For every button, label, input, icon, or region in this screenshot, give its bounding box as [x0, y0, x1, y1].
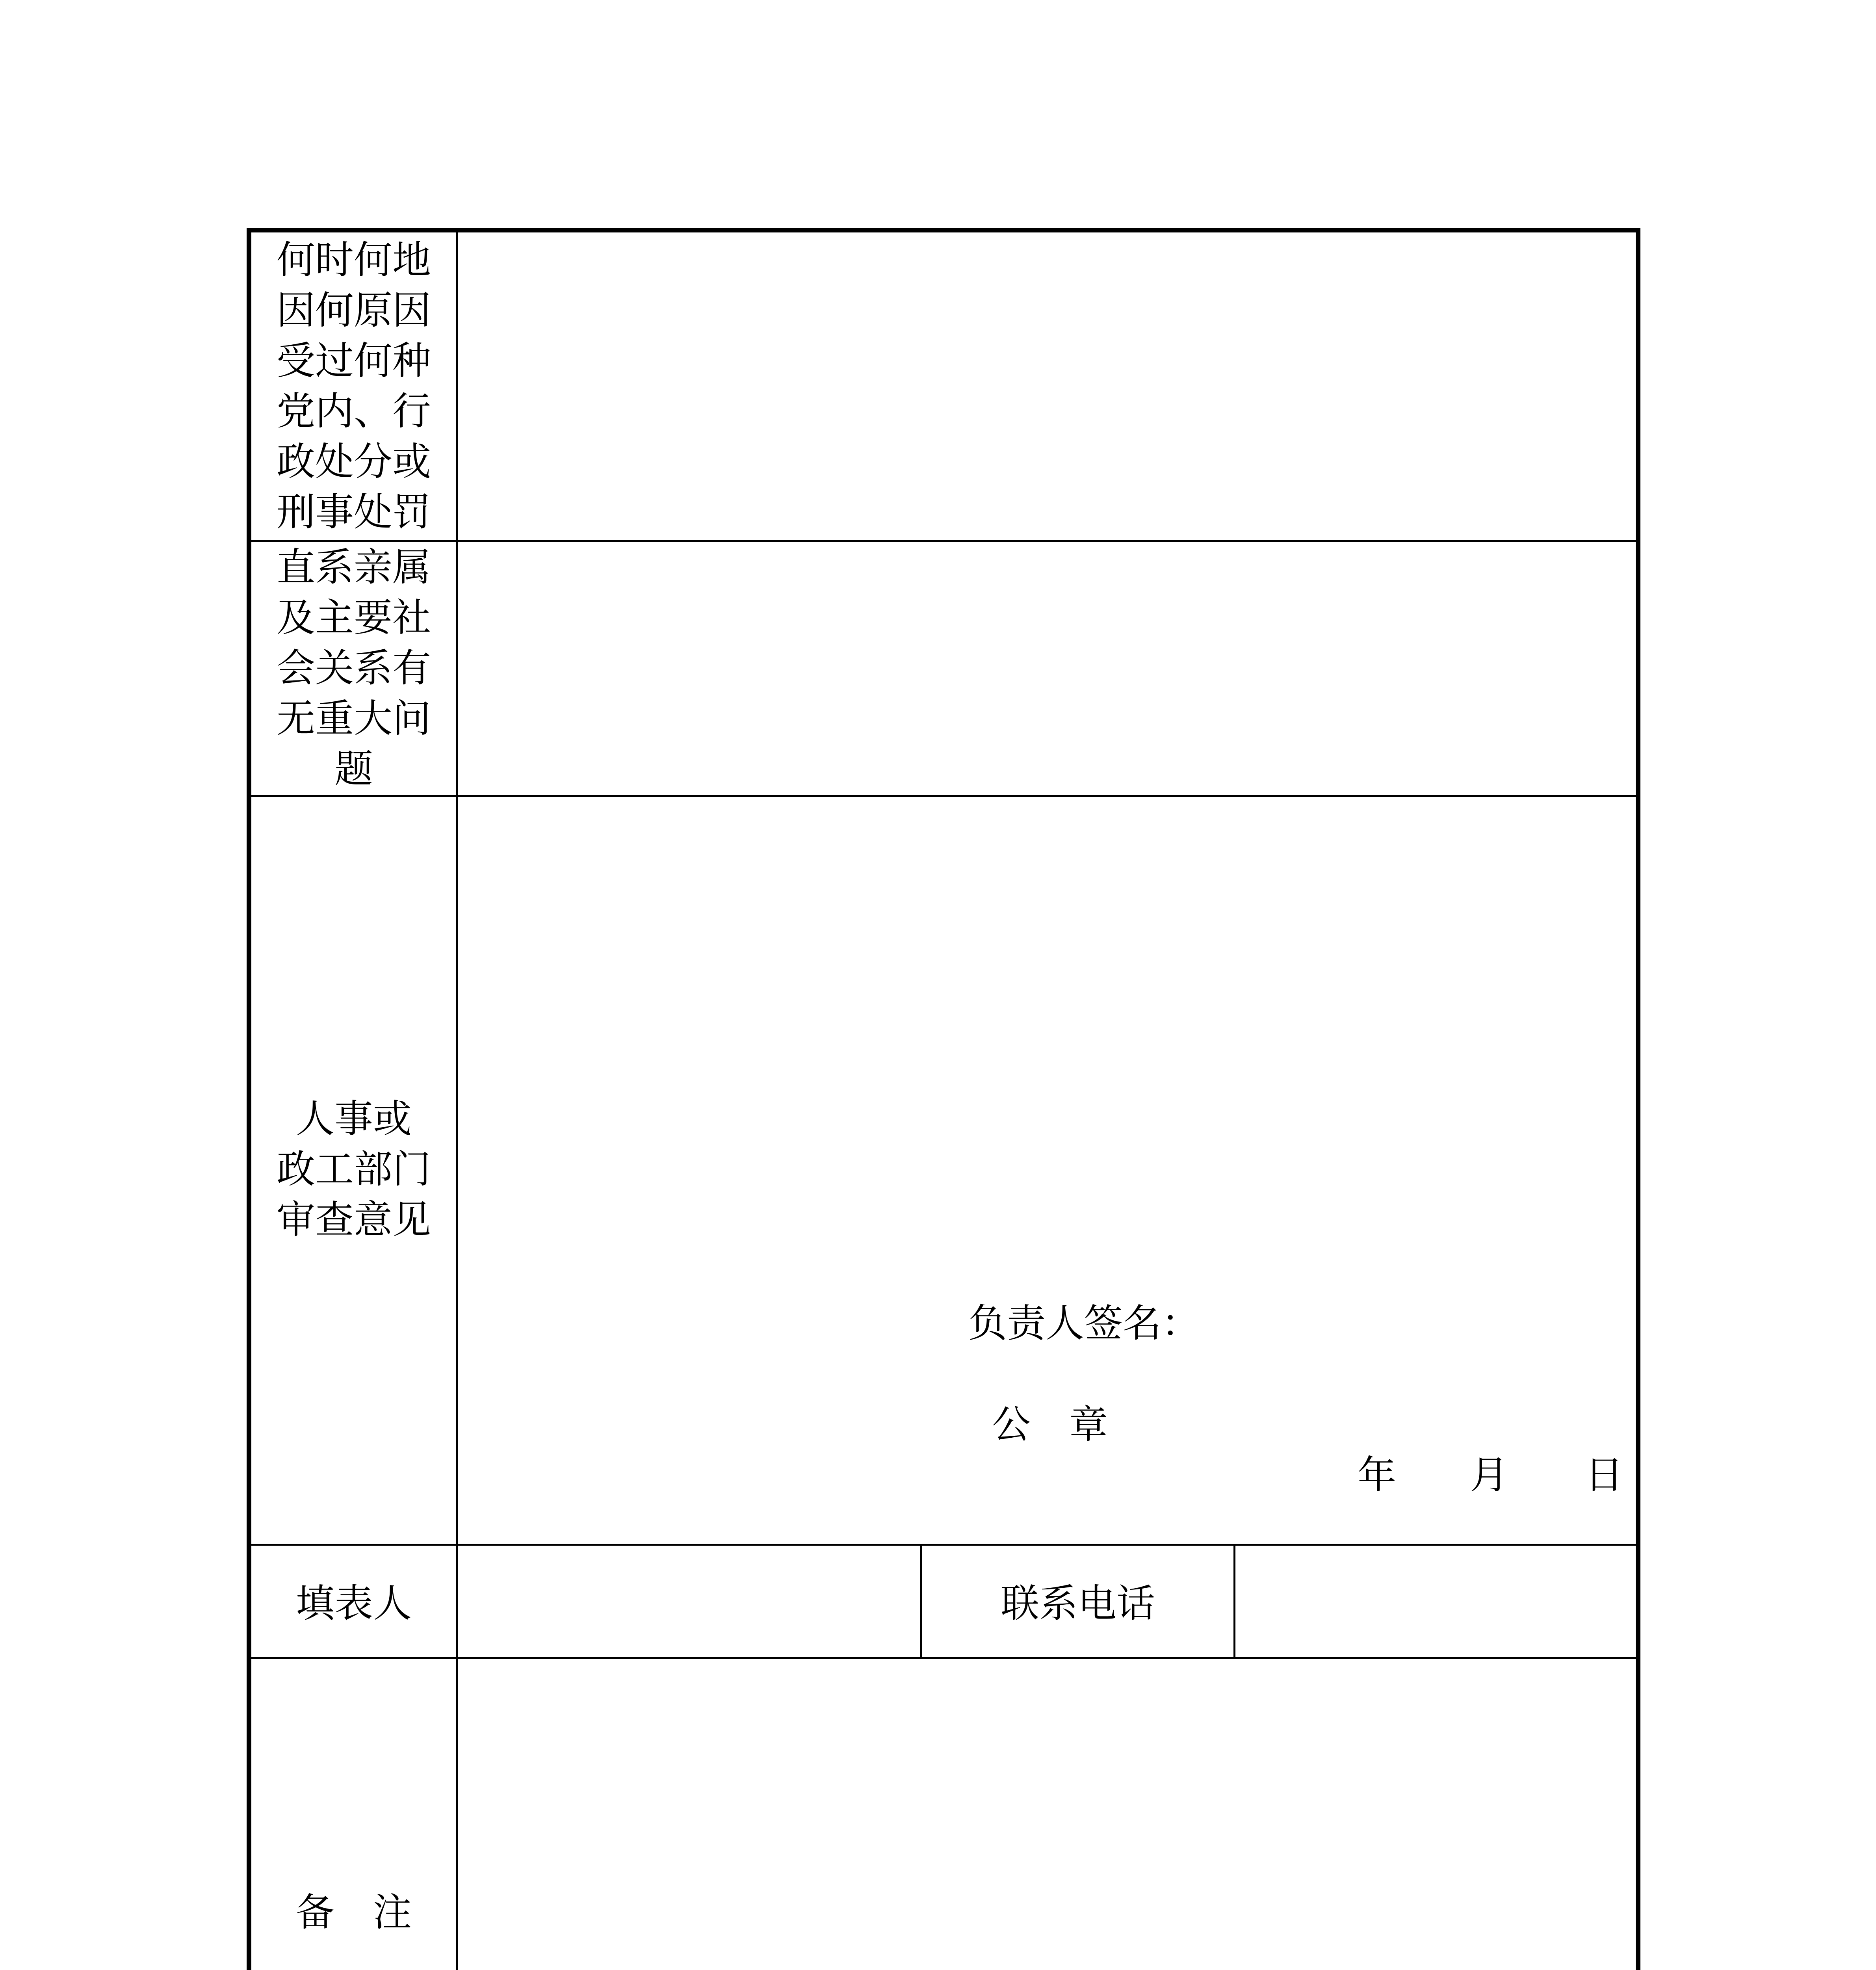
relatives-field[interactable]	[472, 548, 1614, 784]
label-column-divider	[456, 232, 458, 1970]
filler-field[interactable]	[458, 1546, 919, 1656]
relatives-label-line: 直系亲属	[276, 545, 431, 590]
punishment-label-line: 何时何地	[276, 238, 431, 282]
date-day-label: 日	[1585, 1453, 1624, 1498]
review-label-line: 政工部门	[276, 1147, 431, 1192]
punishment-field[interactable]	[472, 240, 1614, 532]
seal-label: 公 章	[992, 1402, 1108, 1447]
date-year-label: 年	[1358, 1453, 1397, 1498]
punishment-label-line: 因何原因	[276, 288, 431, 333]
remarks-label: 备 注	[295, 1890, 412, 1935]
punishment-label-line: 政处分或	[276, 439, 431, 484]
review-label	[251, 795, 456, 1544]
relatives-label-line: 会关系有	[276, 646, 431, 691]
relatives-label-line: 无重大问	[276, 696, 431, 741]
filler-label: 填表人	[295, 1581, 412, 1626]
punishment-label	[251, 232, 456, 540]
signature-label: 负责人签名：	[968, 1301, 1200, 1346]
review-label-line: 审查意见	[276, 1197, 431, 1242]
phone-field[interactable]	[1235, 1546, 1633, 1656]
review-label-line: 人事或	[295, 1097, 412, 1141]
row-divider	[251, 795, 1636, 797]
punishment-label-line: 受过何种	[276, 338, 431, 383]
phone-label: 联系电话	[1000, 1581, 1155, 1626]
relatives-label	[251, 540, 456, 795]
relatives-label-line: 及主要社	[276, 595, 431, 640]
relatives-label-line: 题	[334, 747, 373, 792]
punishment-label-line: 刑事处罚	[276, 490, 431, 535]
row-divider	[251, 540, 1636, 542]
row-divider	[251, 1657, 1636, 1659]
date-month-label: 月	[1470, 1453, 1509, 1498]
remarks-field[interactable]	[472, 1667, 1614, 1970]
punishment-label-line: 党内、行	[276, 389, 431, 434]
review-form-table	[247, 228, 1640, 1970]
